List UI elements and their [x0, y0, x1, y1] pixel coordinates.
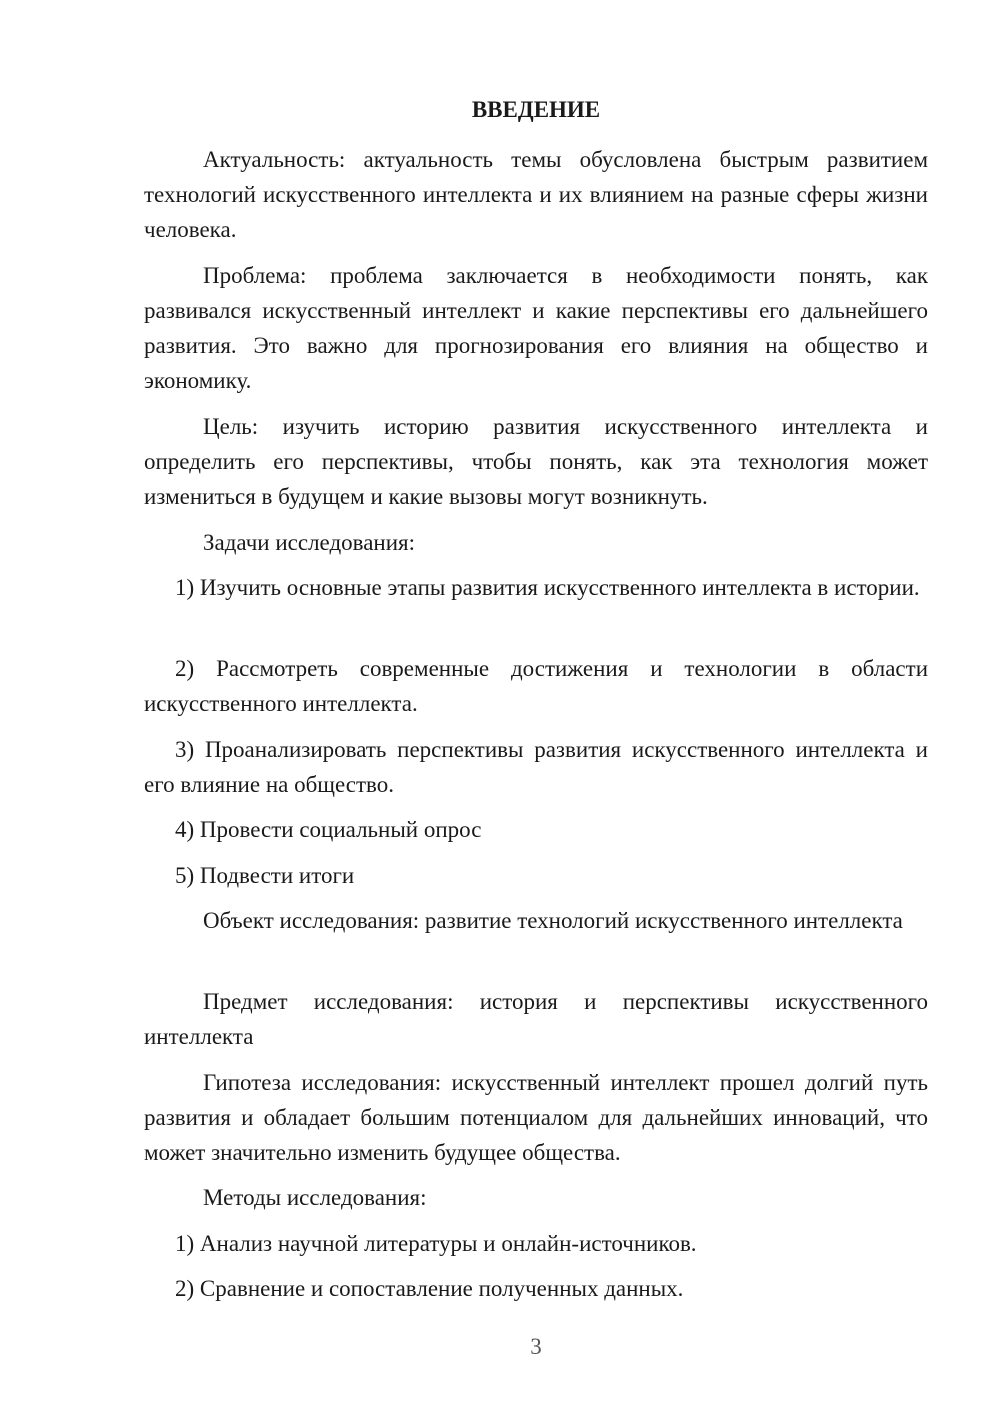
list-item-method-1: 1) Анализ научной литературы и онлайн-источников.: [175, 1231, 697, 1256]
list-item-method-2: 2) Сравнение и сопоставление полученных данных.: [175, 1276, 684, 1301]
list-item-task-1: 1) Изучить основные этапы развития искусственного интеллекта в истории.: [175, 575, 920, 600]
paragraph-methods-heading: Методы исследования:: [203, 1185, 427, 1210]
paragraph-subject: Предмет исследования: история и перспективы искусственного интеллекта: [144, 989, 928, 1049]
paragraph-problem: Проблема: проблема заключается в необходимости понять, как развивался искусственный интеллект и какие перспективы его дальнейшего развития. Это важно для прогнозирования его влияния на общество и экономику.: [144, 263, 928, 393]
paragraph-tasks-heading: Задачи исследования:: [203, 530, 416, 555]
paragraph-goal: Цель: изучить историю развития искусственного интеллекта и определить его перспективы, чтобы понять, как эта технология может измениться в будущем и какие вызовы могут возникнуть.: [144, 414, 928, 509]
list-item-task-4: 4) Провести социальный опрос: [175, 817, 482, 842]
paragraph-relevance: Актуальность: актуальность темы обусловлена быстрым развитием технологий искусственного интеллекта и их влиянием на разные сферы жизни человека.: [144, 147, 928, 242]
paragraph-object: Объект исследования: развитие технологий искусственного интеллекта: [203, 908, 903, 933]
list-item-task-5: 5) Подвести итоги: [175, 863, 355, 888]
list-item-task-2: 2) Рассмотреть современные достижения и технологии в области искусственного интеллекта.: [144, 656, 928, 716]
paragraph-hypothesis: Гипотеза исследования: искусственный интеллект прошел долгий путь развития и обладает большим потенциалом для дальнейших инноваций, что может значительно изменить будущее общества.: [144, 1070, 928, 1165]
page-number: 3: [530, 1334, 542, 1359]
list-item-task-3: 3) Проанализировать перспективы развития искусственного интеллекта и его влияние на общество.: [144, 737, 928, 797]
section-heading: ВВЕДЕНИЕ: [471, 97, 601, 122]
